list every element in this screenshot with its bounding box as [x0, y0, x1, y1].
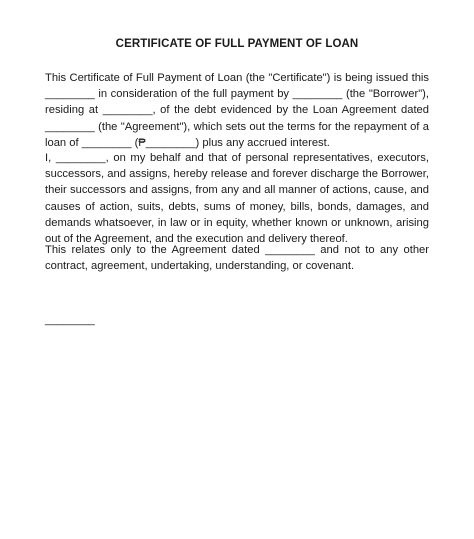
- document-title: CERTIFICATE OF FULL PAYMENT OF LOAN: [115, 38, 359, 50]
- paragraph-scope-limitation: This relates only to the Agreement dated ________ and not to any other contract, agreement, undertaking, understanding, or covenant.: [45, 244, 429, 273]
- paragraph-release-discharge: I, ________, on my behalf and that of personal representatives, executors, successors, and assigns, hereby release and forever discharge the Borrower, their successors and assigns, from any and all manner of actions, cause, and causes of action, suits, debts, sums of money, bills, bonds, damages, and demands whatsoever, in law or in equity, whether known or unknown, arising out of the Agreement, and the execution and delivery thereof.: [45, 152, 429, 246]
- paragraph-certificate-issuance: This Certificate of Full Payment of Loan (the "Certificate") is being issued this ________ in consideration of the full payment by ________ (the "Borrower"), residing at ________, of the debt evidenced by the Loan Agreement dated ________ (the "Agreement"), which sets out the terms for the repayment of a loan of ________ (₱________) plus any accrued interest.: [45, 72, 429, 149]
- signature-line: ________: [45, 314, 95, 326]
